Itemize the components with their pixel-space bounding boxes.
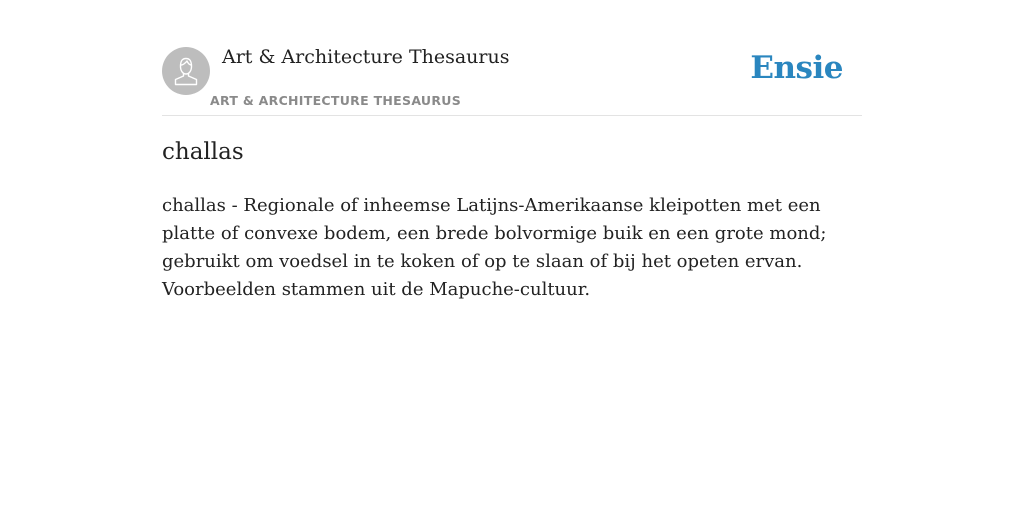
brand-logo[interactable]: Ensie xyxy=(750,50,843,86)
source-label[interactable]: ART & ARCHITECTURE THESAURUS xyxy=(210,93,462,108)
entry-definition: challas - Regionale of inheemse Latijns-Amerikaanse kleipotten met een platte of convexe bodem, een brede bolvormige buik en een grote mond; gebruikt om voedsel in te koken of op te slaan of bij het opeten ervan. Voorbeelden stammen uit de Mapuche-cultuur. xyxy=(162,195,827,300)
page-container xyxy=(162,0,862,300)
author-name[interactable]: Art & Architecture Thesaurus xyxy=(222,46,510,68)
avatar[interactable] xyxy=(162,47,210,95)
entry-title: challas xyxy=(162,139,244,165)
user-icon xyxy=(162,47,210,95)
page-header xyxy=(162,0,862,116)
